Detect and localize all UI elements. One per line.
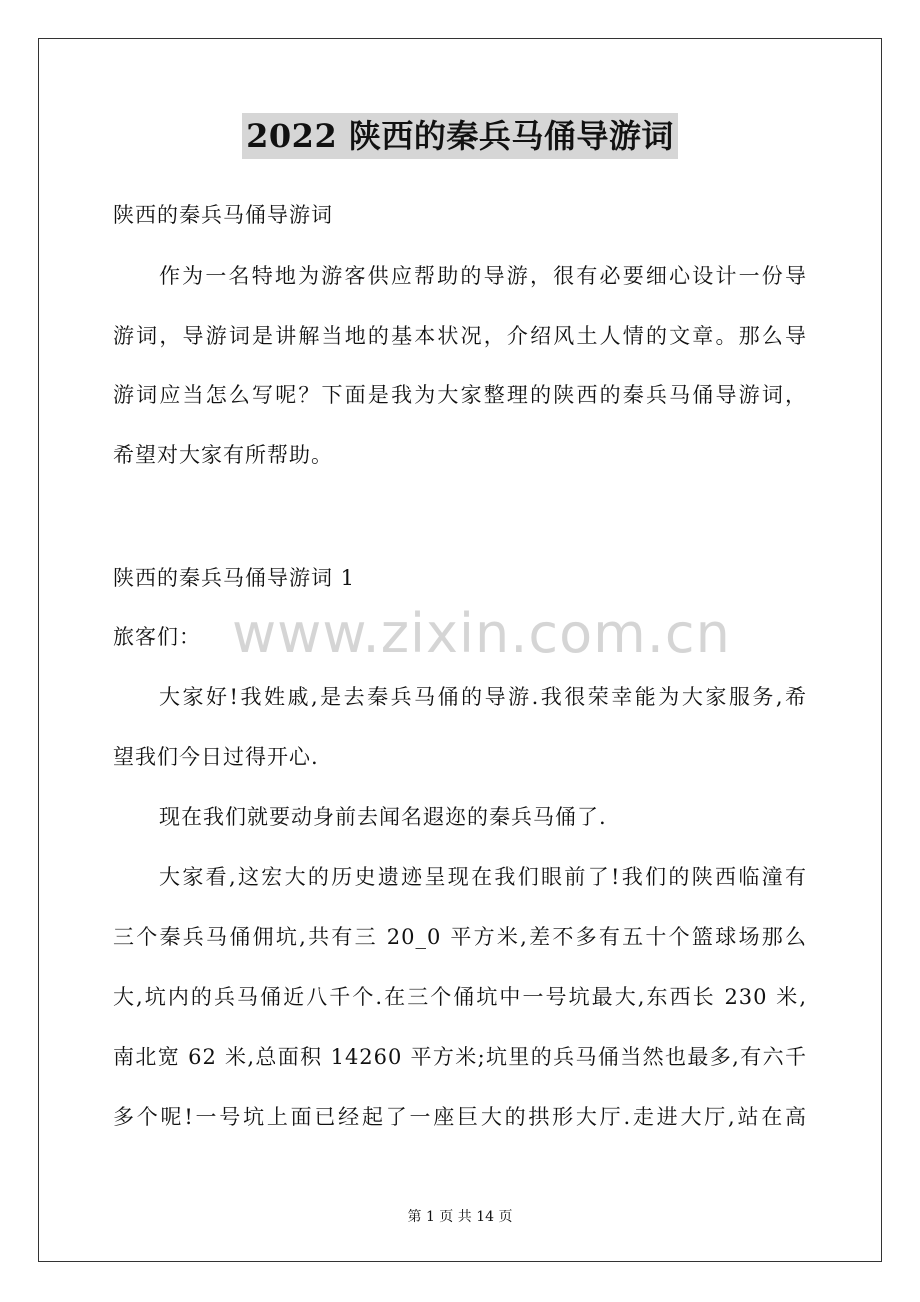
intro-line-4: 希望对大家有所帮助。 [113,443,333,467]
intro-line-2: 游词，导游词是讲解当地的基本状况，介绍风土人情的文章。那么导 [113,324,807,348]
subtitle: 陕西的秦兵马俑导游词 [113,203,333,227]
intro-line-1: 作为一名特地为游客供应帮助的导游，很有必要细心设计一份导 [159,264,807,288]
body-line-1: 大家好!我姓戚,是去秦兵马俑的导游.我很荣幸能为大家服务,希 [159,685,807,709]
body-line-5: 三个秦兵马俑佣坑,共有三 20_0 平方米,差不多有五十个篮球场那么 [113,925,807,949]
intro-line-3: 游词应当怎么写呢？下面是我为大家整理的陕西的秦兵马俑导游词， [113,383,807,407]
section-heading: 陕西的秦兵马俑导游词 1 [113,566,356,590]
body-line-4: 大家看,这宏大的历史遗迹呈现在我们眼前了!我们的陕西临潼有 [159,865,807,889]
body-line-3: 现在我们就要动身前去闻名遐迩的秦兵马俑了. [159,805,607,829]
body-line-6: 大,坑内的兵马俑近八千个.在三个俑坑中一号坑最大,东西长 230 米, [113,985,807,1009]
body-line-8: 多个呢!一号坑上面已经起了一座巨大的拱形大厅.走进大厅,站在高 [113,1105,807,1129]
greeting: 旅客们： [113,625,201,649]
watermark: www.zixin.com.cn [232,602,731,665]
document-title: 2022 陕西的秦兵马俑导游词 [242,113,678,159]
body-line-7: 南北宽 62 米,总面积 14260 平方米;坑里的兵马俑当然也最多,有六千 [113,1045,807,1069]
title-container [0,113,920,159]
page-footer: 第 1 页 共 14 页 [407,1209,513,1225]
body-line-2: 望我们今日过得开心. [113,745,319,769]
